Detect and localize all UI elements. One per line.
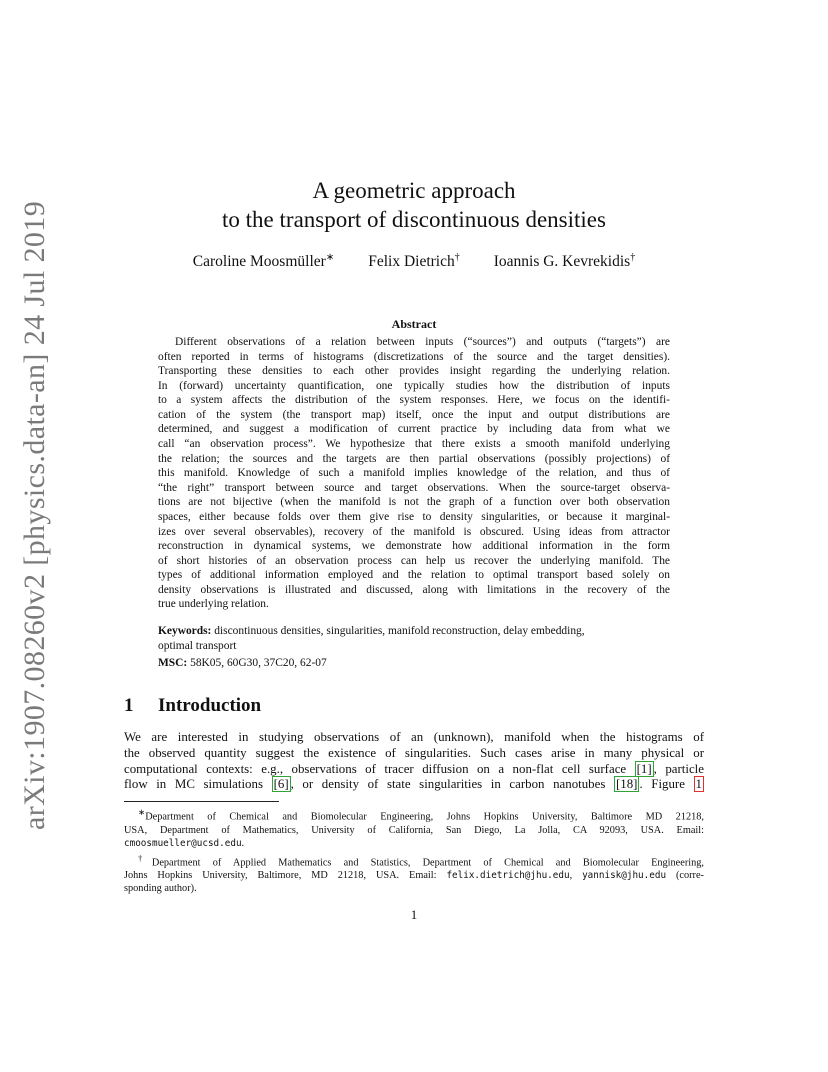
- figure-link[interactable]: 1: [695, 777, 702, 792]
- abstract-line: In (forward) uncertainty quantification, one typically studies how the distribution of inputs: [158, 379, 670, 392]
- intro-text: , or density of state singularities in carbon nanotubes: [290, 777, 614, 792]
- abstract-line: cation of the system (the transport map) itself, once the input and output distributions are: [158, 408, 670, 421]
- intro-text: computational contexts: e.g., observations of tracer diffusion on a non-flat cell surface: [124, 761, 635, 776]
- author: [494, 252, 635, 271]
- author-list: [0, 252, 828, 271]
- footnote-text: (corre-: [666, 870, 704, 882]
- abstract-line: call “an observation process”. We hypothesize that there exists a smooth manifold underlying: [158, 438, 670, 451]
- intro-text: flow in MC simulations: [124, 777, 272, 792]
- author-mark: †: [630, 252, 636, 263]
- section-title: Introduction: [158, 695, 262, 716]
- author-name: Felix Dietrich: [368, 253, 455, 271]
- keywords-line-1: discontinuous densities, singularities, manifold reconstruction, delay embedding,: [214, 625, 585, 637]
- abstract-line: the relation; the sources and the targets are then partial observations (possibly projections) of: [158, 452, 670, 465]
- abstract-heading: Abstract: [391, 317, 437, 331]
- footnote-line: [124, 869, 704, 882]
- author: [193, 252, 334, 271]
- footnote-rule: [124, 801, 279, 802]
- footnote-line: cmoosmueller@ucsd.edu.: [124, 837, 245, 849]
- footnote-2: [124, 852, 704, 896]
- paper-title: [0, 176, 828, 234]
- abstract-body: [158, 335, 670, 612]
- email-link[interactable]: felix.dietrich@jhu.edu: [446, 870, 570, 882]
- arxiv-side-stamp: arXiv:1907.08260v2 [physics.data-an] 24 Jul 2019: [18, 200, 51, 830]
- footnote-mark: ∗: [138, 807, 146, 817]
- abstract-line: determined, and suggest a modification of current practice by including data from what we: [158, 423, 670, 436]
- abstract-line: Transporting these densities to each other provides insight regarding the underlying relation.: [158, 365, 670, 378]
- title-line-2: to the transport of discontinuous densities: [222, 207, 606, 232]
- footnotes: [124, 806, 704, 895]
- email-link[interactable]: cmoosmueller@ucsd.edu: [124, 837, 242, 849]
- section-heading: [124, 695, 261, 717]
- abstract-line: izes over several observables), recovery of the manifold is obscured. Using ideas from attractor: [158, 525, 670, 538]
- footnote-line: sponding author).: [124, 883, 197, 895]
- author-name: Ioannis G. Kevrekidis: [493, 253, 631, 271]
- footnote-line: [124, 852, 704, 870]
- author-mark: ∗: [325, 252, 335, 263]
- abstract-line: to a system affects the distribution of the system responses. Here, we focus on the identifi-: [158, 394, 670, 407]
- intro-text: . Figure: [639, 777, 694, 792]
- footnote-1: [124, 806, 704, 850]
- abstract-line: density observations is illustrated and discussed, along with limitations in the recovery of the: [158, 583, 670, 596]
- abstract-line: reconstruction in dynamical systems, we demonstrate how additional information in the form: [158, 540, 670, 553]
- intro-line: [124, 777, 704, 793]
- abstract-line: types of additional information employed and the relation to optimal transport based solely on: [158, 569, 670, 582]
- footnote-text: Department of Chemical and Biomolecular Engineering, Johns Hopkins University, Baltimore MD 21218,: [145, 811, 704, 823]
- keywords-label: Keywords:: [158, 625, 212, 637]
- abstract-line: true underlying relation.: [158, 598, 269, 611]
- msc-value: 58K05, 60G30, 37C20, 62-07: [190, 657, 327, 669]
- abstract-line: tions are not bijective (when the manifold is not the graph of a function over both observation: [158, 496, 670, 509]
- footnote-mark: †: [138, 852, 152, 863]
- abstract-line: often reported in terms of histograms (discretizations of the source and the target densities).: [158, 350, 670, 363]
- msc-label: MSC:: [158, 657, 188, 669]
- intro-text: , particle: [653, 761, 704, 776]
- keywords-line-2: optimal transport: [158, 639, 237, 652]
- email-link[interactable]: yannisk@jhu.edu: [582, 870, 667, 882]
- footnote-text: Department of Applied Mathematics and Statistics, Department of Chemical and Biomolecular Engineering,: [151, 857, 704, 869]
- section-number: 1: [124, 695, 134, 716]
- page-number: 1: [410, 907, 418, 922]
- footnote-text: Johns Hopkins University, Baltimore, MD 21218, USA. Email:: [124, 870, 447, 882]
- footnote-text: ,: [569, 870, 583, 882]
- introduction-paragraph: [124, 730, 704, 793]
- keywords: [158, 624, 670, 653]
- abstract-line: “the right” transport between source and target observations. When the source-target observa-: [158, 481, 670, 494]
- msc-codes: [158, 657, 670, 669]
- author-name: Caroline Moosmüller: [192, 253, 326, 271]
- author-mark: †: [454, 252, 460, 263]
- footnote-line: USA, Department of Mathematics, University of California, San Diego, La Jolla, CA 92093, USA. Email:: [124, 824, 704, 836]
- citation-link[interactable]: [1]: [636, 761, 652, 776]
- abstract-line: spaces, either because folds over them give rise to density singularities, or because it marginal-: [158, 510, 670, 523]
- intro-line: We are interested in studying observations of an (unknown), manifold when the histograms of: [124, 730, 704, 744]
- abstract-line: this manifold. Knowledge of such a manifold implies knowledge of the relation, and thus of: [158, 467, 670, 480]
- citation-link[interactable]: [18]: [615, 777, 638, 792]
- intro-line: the observed quantity suggest the existence of singularities. Such cases arise in many physical or: [124, 745, 704, 760]
- abstract-line: Different observations of a relation between inputs (“sources”) and outputs (“targets”) are: [175, 336, 670, 348]
- footnote-line: [124, 806, 704, 824]
- abstract-line: of short histories of an observation process can help us recover the underlying manifold. The: [158, 554, 670, 567]
- intro-line: [124, 762, 704, 778]
- author: [368, 252, 460, 271]
- title-line-1: A geometric approach: [312, 178, 516, 203]
- citation-link[interactable]: [6]: [273, 777, 289, 792]
